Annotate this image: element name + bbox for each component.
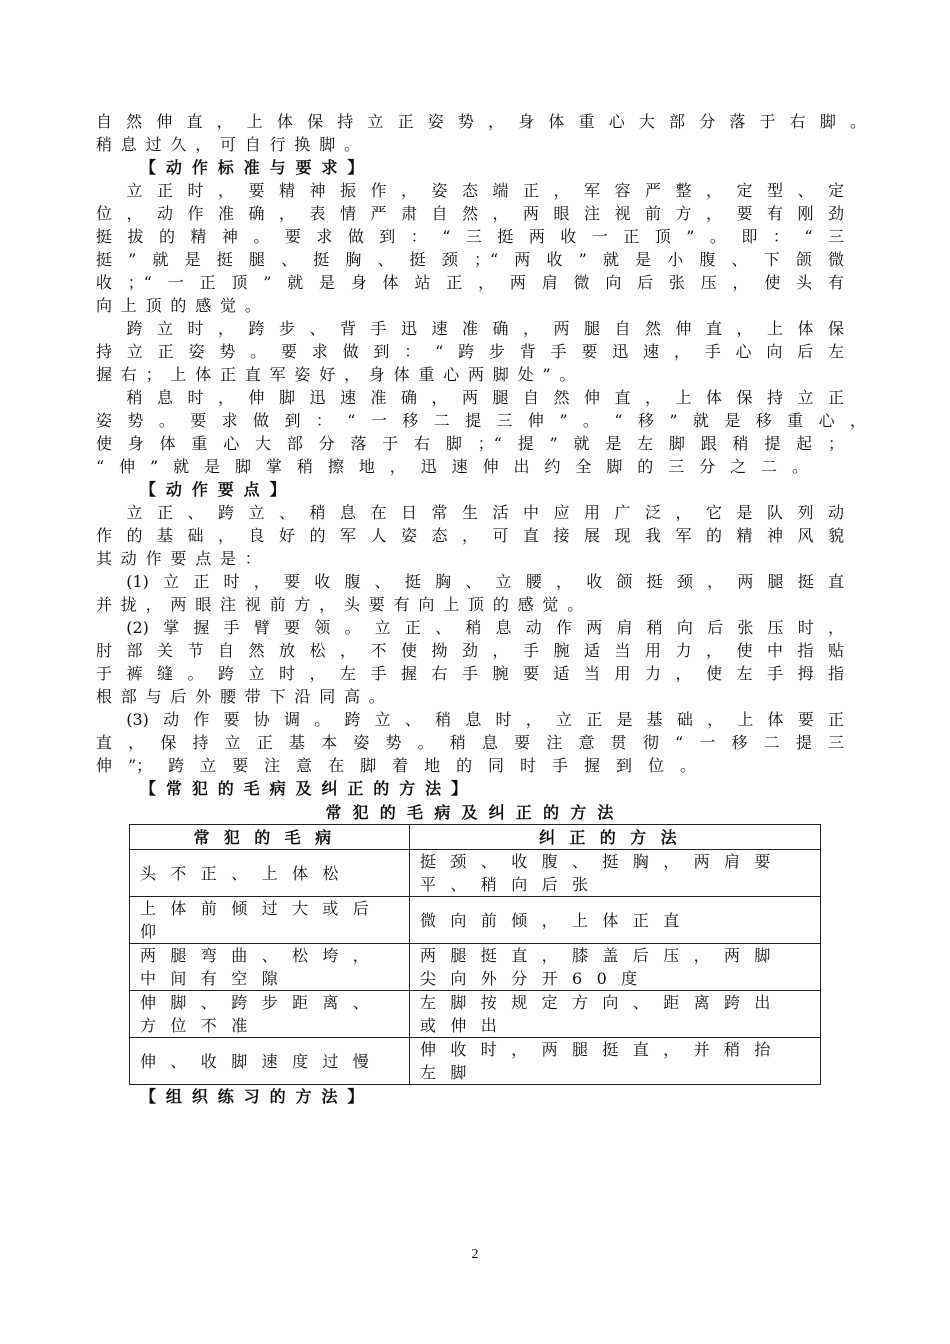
error-text: 头不正、上体松 bbox=[140, 863, 353, 883]
body-line: 作的基础，良好的军人姿态，可直接展现我军的精神风貌 bbox=[96, 526, 844, 545]
body-line: 肘部关节自然放松，不使拗劲，手腕适当用力，使中指贴 bbox=[96, 641, 844, 660]
body-line: 其动作要点是： bbox=[96, 549, 270, 568]
error-cell bbox=[130, 850, 410, 897]
body-line: 稍息时，伸脚迅速准确，两腿自然伸直，上体保持立正 bbox=[96, 388, 844, 407]
section-heading-standard: 【动作标准与要求】 bbox=[140, 158, 374, 177]
column-header-fix: 纠正的方法 bbox=[410, 825, 821, 850]
table-row bbox=[130, 850, 821, 897]
body-line: 根部与后外腰带下沿同高。 bbox=[96, 687, 394, 706]
section-heading-errors: 【常犯的毛病及纠正的方法】 bbox=[140, 779, 477, 798]
body-line: 握右；上体正直军姿好，身体重心两脚处”。 bbox=[96, 365, 585, 384]
body-line: (1)立正时，要收腹、挺胸、立腰，收颌挺颈，两腿挺直 bbox=[96, 572, 844, 591]
fix-text: 挺颈、收腹、挺胸，两肩要平、稍向后张 bbox=[420, 852, 785, 894]
table-row bbox=[130, 991, 821, 1038]
table-row bbox=[130, 1038, 821, 1085]
section-heading-points: 【动作要点】 bbox=[140, 480, 296, 499]
body-line: (3)动作要协调。跨立、稍息时，立正是基础，上体要正 bbox=[96, 710, 844, 729]
section-heading-practice: 【组织练习的方法】 bbox=[140, 1087, 374, 1106]
body-line: 立正时，要精神振作，姿态端正，军容严整，定型、定 bbox=[96, 181, 844, 200]
body-line: 自然伸直，上体保持立正姿势，身体重心大部分落于右脚。 bbox=[96, 112, 866, 131]
table-caption: 常犯的毛病及纠正的方法 bbox=[325, 803, 625, 822]
body-line: 使身体重心大部分落于右脚；“提”就是左脚跟稍提起； bbox=[96, 434, 844, 453]
error-text: 伸、收脚速度过慢 bbox=[140, 1051, 384, 1071]
body-line: 挺”就是挺腿、挺胸、挺颈；“两收”就是小腹、下颌微 bbox=[96, 250, 844, 269]
fix-text: 左脚按规定方向、距离跨出或伸出 bbox=[420, 993, 785, 1035]
table-row bbox=[130, 897, 821, 944]
error-cell bbox=[130, 1038, 410, 1085]
fix-text: 伸收时，两腿挺直，并稍抬左脚 bbox=[420, 1040, 785, 1082]
body-line: 位，动作准确，表情严肃自然，两眼注视前方，要有刚劲 bbox=[96, 204, 844, 223]
fix-cell bbox=[410, 991, 821, 1038]
body-line: 收；“一正顶”就是身体站正，两肩微向后张压，使头有 bbox=[96, 273, 844, 292]
table-row bbox=[130, 944, 821, 991]
column-header-error: 常犯的毛病 bbox=[130, 825, 410, 850]
body-line: 挺拔的精神。要求做到：“三挺两收一正顶”。即：“三 bbox=[96, 227, 844, 246]
fix-text: 微向前倾，上体正直 bbox=[420, 910, 694, 930]
error-text: 伸脚、跨步距离、方位不准 bbox=[140, 993, 384, 1035]
body-line: 伸”；跨立要注意在脚着地的同时手握到位。 bbox=[96, 756, 696, 775]
body-line: 跨立时，跨步、背手迅速准确，两腿自然伸直，上体保 bbox=[96, 319, 844, 338]
error-cell bbox=[130, 944, 410, 991]
error-cell bbox=[130, 897, 410, 944]
fix-text: 两腿挺直，膝盖后压，两脚尖向外分开60度 bbox=[420, 946, 785, 988]
body-line: 向上顶的感觉。 bbox=[96, 296, 270, 315]
body-line: 姿势。要求做到：“一移二提三伸”。“移”就是移重心， bbox=[96, 411, 866, 430]
fix-cell bbox=[410, 1038, 821, 1085]
error-text: 上体前倾过大或后仰 bbox=[140, 899, 384, 941]
body-line: 持立正姿势。要求做到：“跨步背手要迅速，手心向后左 bbox=[96, 342, 844, 361]
error-cell bbox=[130, 991, 410, 1038]
body-line: 于裤缝。跨立时，左手握右手腕要适当用力，使左手拇指 bbox=[96, 664, 844, 683]
body-line: 并拢，两眼注视前方，头要有向上顶的感觉。 bbox=[96, 595, 593, 614]
table-header-row bbox=[130, 825, 821, 850]
body-line: (2)掌握手臂要领。立正、稍息动作两肩稍向后张压时， bbox=[96, 618, 844, 637]
errors-table bbox=[129, 824, 821, 1085]
body-line: “伸”就是脚掌稍擦地，迅速伸出约全脚的三分之二。 bbox=[96, 457, 808, 476]
fix-cell bbox=[410, 944, 821, 991]
body-line: 立正、跨立、稍息在日常生活中应用广泛，它是队列动 bbox=[96, 503, 844, 522]
fix-cell bbox=[410, 897, 821, 944]
body-line: 直，保持立正基本姿势。稍息要注意贯彻“一移二提三 bbox=[96, 733, 844, 752]
page-number: 2 bbox=[471, 1247, 479, 1262]
fix-cell bbox=[410, 850, 821, 897]
error-text: 两腿弯曲、松垮，中间有空隙 bbox=[140, 946, 384, 988]
body-line: 稍息过久，可自行换脚。 bbox=[96, 135, 369, 154]
